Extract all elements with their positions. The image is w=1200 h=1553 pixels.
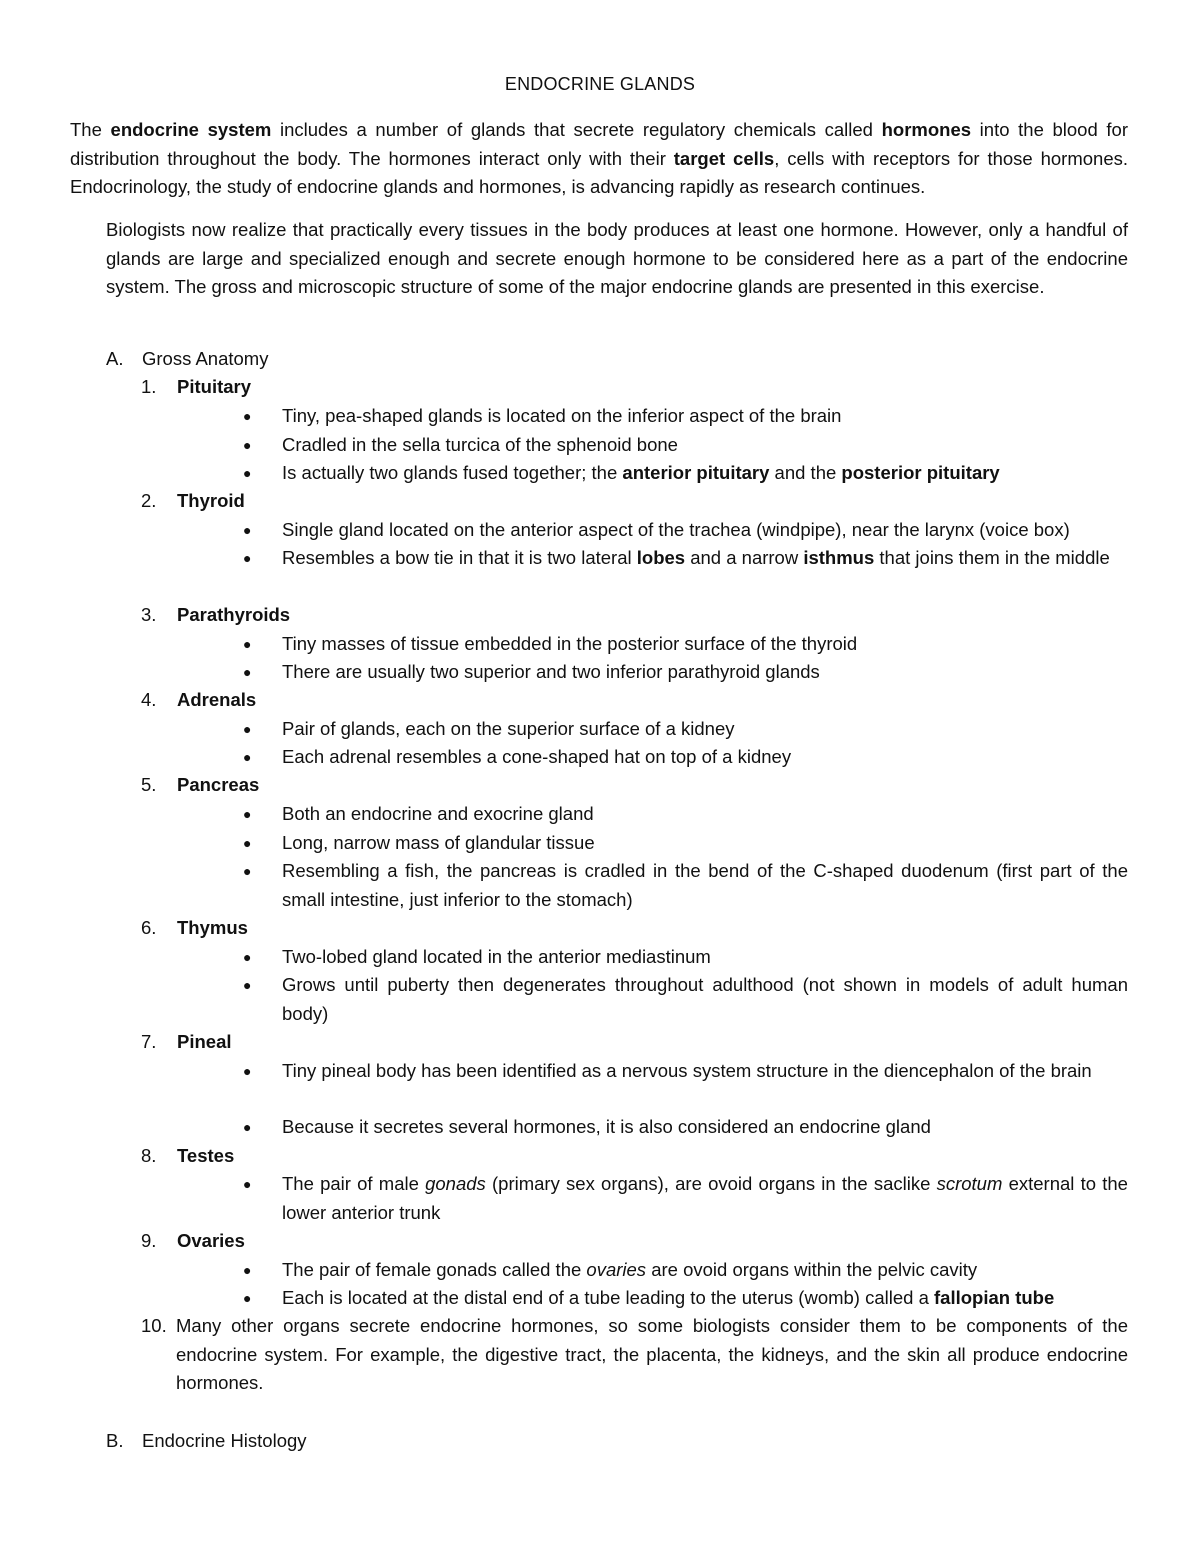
bullet-icon: ● — [243, 1063, 252, 1079]
bullet-icon: ● — [243, 949, 252, 965]
list-item: ● Both an endocrine and exocrine gland — [243, 800, 1128, 829]
list-item: ● Grows until puberty then degenerates throughout adulthood (not shown in models of adult human body) — [243, 971, 1128, 1028]
section-a-heading: A. Gross Anatomy — [106, 348, 269, 369]
list-item: ● Cradled in the sella turcica of the sphenoid bone — [243, 431, 1128, 460]
bullet-icon: ● — [243, 721, 252, 737]
term-hormones: hormones — [881, 119, 972, 140]
bullet-icon: ● — [243, 636, 252, 652]
item-adrenals: 4. Adrenals — [141, 689, 257, 710]
bullet-icon: ● — [243, 1290, 252, 1306]
list-item: ● Resembling a fish, the pancreas is cradled in the bend of the C-shaped duodenum (first part of the small intestine, just inferior to the stomach) — [243, 857, 1128, 914]
list-item: ● Each is located at the distal end of a tube leading to the uterus (womb) called a fallopian tube — [243, 1284, 1128, 1313]
item-parathyroids: 3. Parathyroids — [141, 604, 291, 625]
list-item: ● Long, narrow mass of glandular tissue — [243, 829, 1128, 858]
list-item: ● Resembles a bow tie in that it is two lateral lobes and a narrow isthmus that joins them in the middle — [243, 544, 1128, 573]
item-testes: 8. Testes — [141, 1145, 235, 1166]
bullet-icon: ● — [243, 664, 252, 680]
list-item: ● The pair of male gonads (primary sex organs), are ovoid organs in the saclike scrotum external to the lower anterior trunk — [243, 1170, 1128, 1227]
bullet-icon: ● — [243, 749, 252, 765]
item-ovaries: 9. Ovaries — [141, 1230, 245, 1251]
page-title: ENDOCRINE GLANDS — [504, 74, 696, 94]
list-item: ● Single gland located on the anterior aspect of the trachea (windpipe), near the larynx (voice box) — [243, 516, 1128, 545]
item-thyroid: 2. Thyroid — [141, 490, 245, 511]
section-b-heading: B. Endocrine Histology — [106, 1430, 307, 1451]
item-pineal: 7. Pineal — [141, 1031, 232, 1052]
item-pancreas: 5. Pancreas — [141, 774, 260, 795]
term-endocrine-system: endocrine system — [110, 119, 272, 140]
list-item: ● Is actually two glands fused together; the anterior pituitary and the posterior pituitary — [243, 459, 1128, 488]
bullet-icon: ● — [243, 835, 252, 851]
list-item: ● Each adrenal resembles a cone-shaped hat on top of a kidney — [243, 743, 1128, 772]
item-other-organs: 10. Many other organs secrete endocrine hormones, so some biologists consider them to be components of the endocrine system. For example, the digestive tract, the placenta, the kidneys, and the skin all produce endocrine hormones. — [141, 1315, 1128, 1393]
list-item: ● Tiny, pea-shaped glands is located on the inferior aspect of the brain — [243, 402, 1128, 431]
list-item: ● Pair of glands, each on the superior surface of a kidney — [243, 715, 1128, 744]
list-item: ● There are usually two superior and two inferior parathyroid glands — [243, 658, 1128, 687]
bullet-icon: ● — [243, 1176, 252, 1192]
bullet-icon: ● — [243, 863, 252, 879]
list-item: ● Tiny masses of tissue embedded in the posterior surface of the thyroid — [243, 630, 1128, 659]
list-item: ● Tiny pineal body has been identified as a nervous system structure in the diencephalon of the brain — [243, 1057, 1128, 1086]
bullet-icon: ● — [243, 806, 252, 822]
bullet-icon: ● — [243, 977, 252, 993]
bullet-icon: ● — [243, 1262, 252, 1278]
bullet-icon: ● — [243, 550, 252, 566]
bullet-icon: ● — [243, 1119, 252, 1135]
biologists-paragraph: Biologists now realize that practically every tissues in the body produces at least one hormone. However, only a handful of glands are large and specialized enough and secrete enough hormone to be considered here as a part of the endocrine system. The gross and microscopic structure of some of the major endocrine glands are presented in this exercise. — [106, 219, 1128, 297]
bullet-icon: ● — [243, 408, 252, 424]
list-item: ● The pair of female gonads called the ovaries are ovoid organs within the pelvic cavity — [243, 1256, 1128, 1285]
item-thymus: 6. Thymus — [141, 917, 248, 938]
list-item: ● Because it secretes several hormones, it is also considered an endocrine gland — [243, 1113, 1128, 1142]
item-pituitary: 1. Pituitary — [141, 376, 252, 397]
bullet-icon: ● — [243, 465, 252, 481]
term-target-cells: target cells — [673, 147, 775, 169]
list-item: ● Two-lobed gland located in the anterior mediastinum — [243, 943, 1128, 972]
bullet-icon: ● — [243, 437, 252, 453]
intro-paragraph: The endocrine system includes a number of glands that secrete regulatory chemicals called hormones into the blood for distribution throughout the body. The hormones interact only with their target cells, cells with receptors for those hormones. Endocrinology, the study of endocrine glands and hormones, is advancing rapidly as research continues. — [70, 119, 1128, 197]
bullet-icon: ● — [243, 522, 252, 538]
